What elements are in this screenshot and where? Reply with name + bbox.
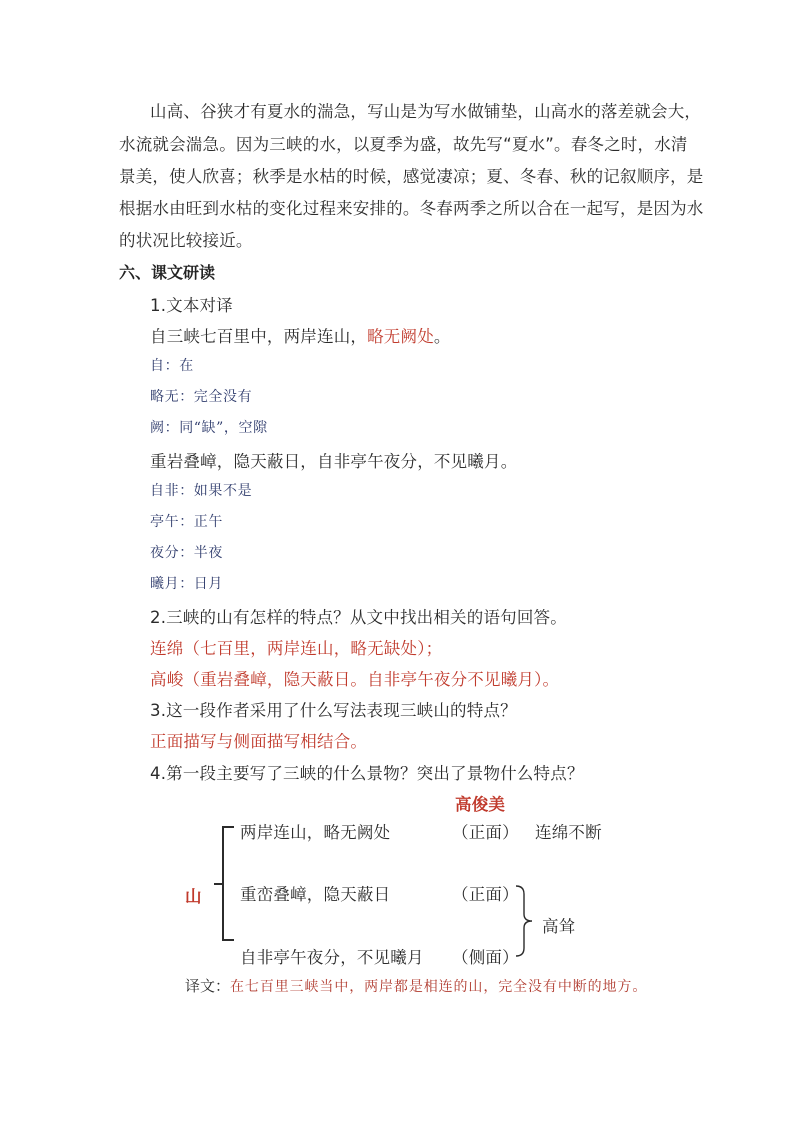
diagram-top-label: 高俊美 xyxy=(455,795,506,814)
note-ting-wu: 亭午：正午 xyxy=(150,514,223,530)
q1-title: 1.文本对译 xyxy=(150,296,233,315)
left-brace-bottom xyxy=(222,939,234,941)
q3-answer: 正面描写与侧面描写相结合。 xyxy=(150,732,368,751)
translation-label: 译文： xyxy=(185,977,231,995)
translation-text: 在七百里三峡当中，两岸都是相连的山，完全没有中断的地方。 xyxy=(230,979,648,995)
intro-line-5: 的状况比较接近。 xyxy=(119,231,253,250)
left-brace-middle xyxy=(214,883,222,885)
note-lue-wu: 略无：完全没有 xyxy=(150,389,253,405)
q1-sentence1 xyxy=(150,323,451,347)
diagram-row-2-text: 重峦叠嶂，隐天蔽日 xyxy=(240,885,391,904)
translation xyxy=(185,975,647,996)
intro-line-1: 山高、谷狭才有夏水的湍急，写山是为写水做铺垫，山高水的落差就会大， xyxy=(150,102,702,121)
note-que: 阙：同“缺”，空隙 xyxy=(150,420,268,436)
q2-question: 2.三峡的山有怎样的特点？从文中找出相关的语句回答。 xyxy=(150,608,567,627)
diagram-subject: 山 xyxy=(185,887,202,906)
note-xi-yue: 曦月：日月 xyxy=(150,576,223,592)
note-zi: 自：在 xyxy=(150,358,194,374)
q4-question: 4.第一段主要写了三峡的什么景物？突出了景物什么特点？ xyxy=(150,764,584,783)
q2-answer-1: 连绵（七百里，两岸连山，略无缺处）； xyxy=(150,639,443,658)
intro-line-4: 根据水由旺到水枯的变化过程来安排的。冬春两季之所以合在一起写，是因为水 xyxy=(119,199,704,218)
diagram-row-1-method: （正面） xyxy=(452,823,519,842)
diagram-row-1-trait: 连绵不断 xyxy=(535,823,602,842)
q1-sentence1-highlight: 略无阙处 xyxy=(367,327,434,346)
diagram-row-2-method: （正面） xyxy=(452,885,519,904)
intro-line-2: 水流就会湍急。因为三峡的水，以夏季为盛，故先写“夏水”。春冬之时，水清 xyxy=(119,135,688,154)
q1-sentence1-post: 。 xyxy=(433,327,451,346)
q3-question: 3.这一段作者采用了什么写法表现三峡山的特点？ xyxy=(150,701,517,720)
left-brace-vertical xyxy=(222,826,224,940)
diagram-row-3-text: 自非亭午夜分，不见曦月 xyxy=(240,948,424,967)
intro-line-3: 景美，使人欣喜；秋季是水枯的时候，感觉凄凉；夏、冬春、秋的记叙顺序，是 xyxy=(119,167,704,186)
diagram-row-1-text: 两岸连山，略无阙处 xyxy=(240,823,391,842)
diagram-group-trait: 高耸 xyxy=(542,917,576,936)
q1-sentence1-pre: 自三峡七百里中，两岸连山， xyxy=(150,327,368,346)
left-brace-top xyxy=(222,826,234,828)
right-brace-icon xyxy=(514,884,534,958)
q1-sentence2: 重岩叠嶂，隐天蔽日，自非亭午夜分，不见曦月。 xyxy=(150,452,518,471)
diagram-row-3-method: （侧面） xyxy=(452,948,519,967)
section-heading: 六、课文研读 xyxy=(119,263,216,282)
note-zi-fei: 自非：如果不是 xyxy=(150,483,253,499)
q2-answer-2: 高峻（重岩叠嶂，隐天蔽日。自非亭午夜分不见曦月）。 xyxy=(150,670,560,689)
note-ye-fen: 夜分：半夜 xyxy=(150,545,223,561)
